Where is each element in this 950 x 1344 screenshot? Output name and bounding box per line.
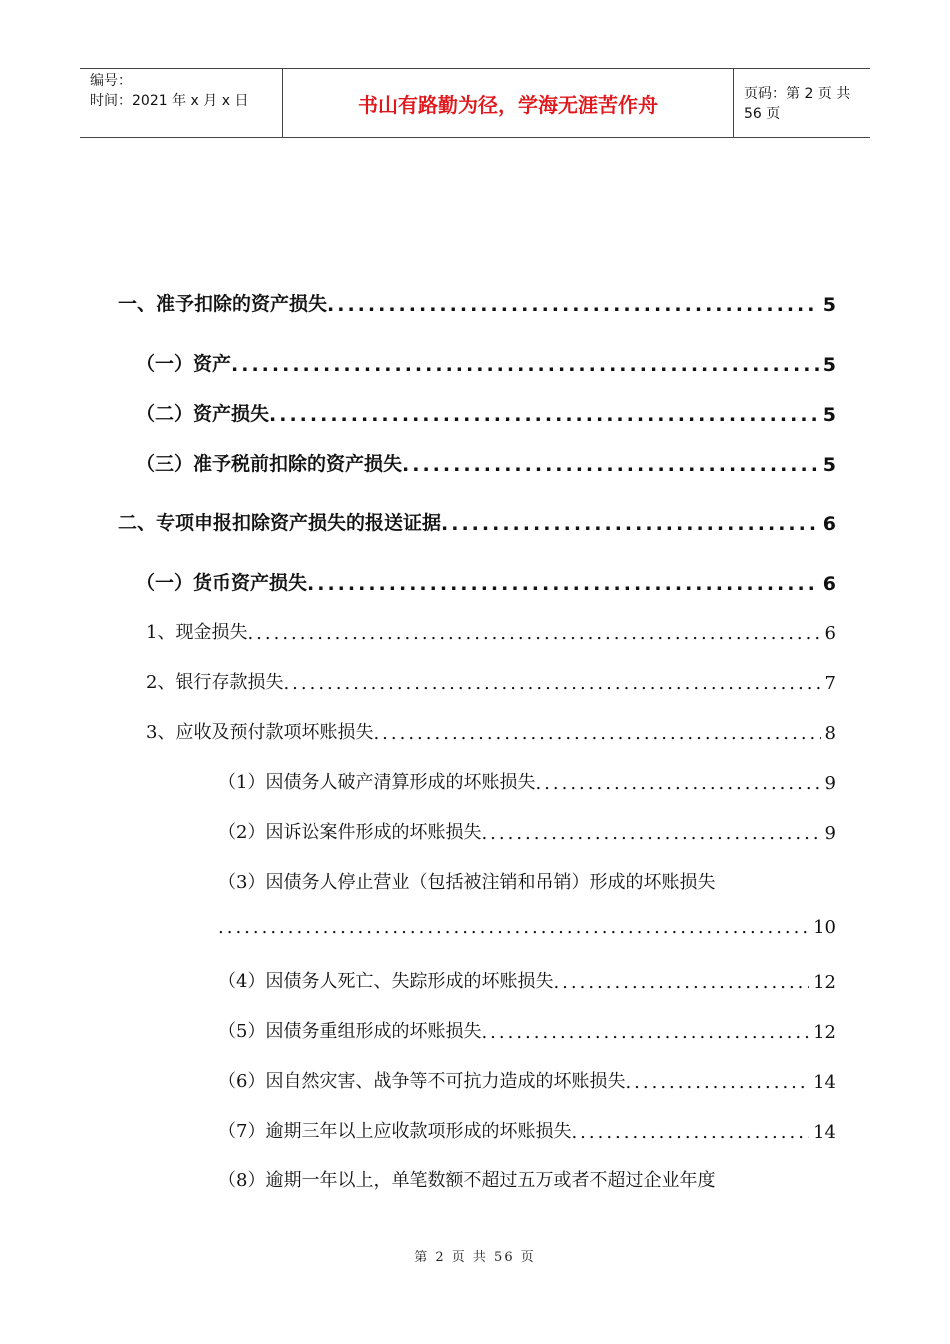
toc-entry-page: 12 <box>813 1022 836 1043</box>
toc-leader-dots <box>571 1122 809 1143</box>
toc-entry-title: 1、现金损失 <box>146 622 248 643</box>
toc-entry[interactable] <box>218 1017 836 1043</box>
toc-entry-page: 5 <box>822 404 836 426</box>
toc-entry[interactable] <box>136 399 836 426</box>
toc-entry-title-wrapped[interactable]: （8）逾期一年以上，单笔数额不超过五万或者不超过企业年度 <box>218 1170 716 1191</box>
document-date: 时间：2021 年 x 月 x 日 <box>90 93 249 109</box>
header-meta <box>80 69 282 137</box>
toc-leader-dots <box>307 573 819 595</box>
toc-entry-title: （二）资产损失 <box>136 403 270 425</box>
toc-leader-dots <box>231 354 819 376</box>
toc-entry-page: 6 <box>822 513 836 535</box>
toc-entry-title-wrapped[interactable]: （3）因债务人停止营业（包括被注销和吊销）形成的坏账损失 <box>218 872 716 893</box>
toc-entry-title: 二、专项申报扣除资产损失的报送证据 <box>118 512 442 534</box>
toc-entry-page: 7 <box>824 673 836 694</box>
toc-entry-page: 9 <box>824 773 836 794</box>
toc-entry-title: 2、银行存款损失 <box>146 672 284 693</box>
toc-entry[interactable] <box>218 818 836 844</box>
toc-entry[interactable] <box>218 1067 836 1093</box>
toc-entry[interactable] <box>146 718 836 744</box>
toc-entry-page: 9 <box>824 823 836 844</box>
document-number-label: 编号： <box>90 73 132 89</box>
toc-entry-page: 12 <box>813 972 836 993</box>
toc-leader-dots <box>283 673 820 694</box>
toc-entry-page: 10 <box>813 917 836 938</box>
toc-entry[interactable] <box>218 768 836 794</box>
toc-leader-dots <box>247 623 820 644</box>
toc-leader-dots <box>481 823 820 844</box>
toc-leader-dots <box>402 454 819 476</box>
toc-entry[interactable] <box>146 668 836 694</box>
toc-entry-page: 5 <box>822 354 836 376</box>
toc-entry[interactable] <box>218 967 836 993</box>
toc-entry-continuation[interactable] <box>218 917 836 938</box>
toc-entry-title: 一、准予扣除的资产损失 <box>118 293 328 315</box>
toc-entry[interactable] <box>136 449 836 476</box>
toc-leader-dots <box>373 723 820 744</box>
toc-entry-page: 5 <box>822 294 836 316</box>
toc-entry-page: 5 <box>822 454 836 476</box>
toc-entry-title: （2）因诉讼案件形成的坏账损失 <box>218 822 482 843</box>
toc-leader-dots <box>441 513 819 535</box>
toc-leader-dots <box>327 294 819 316</box>
toc-entry-page: 14 <box>813 1072 836 1093</box>
page-header <box>80 68 870 138</box>
toc-entry-title: （三）准予税前扣除的资产损失 <box>136 453 403 475</box>
toc-entry-title: （一）资产 <box>136 353 232 375</box>
toc-entry[interactable] <box>118 289 836 316</box>
toc-entry[interactable] <box>136 349 836 376</box>
toc-entry-page: 8 <box>824 723 836 744</box>
toc-entry[interactable] <box>136 568 836 595</box>
header-motto: 书山有路勤为径，学海无涯苦作舟 <box>282 69 734 137</box>
toc-entry[interactable] <box>146 618 836 644</box>
toc-entry-title: （一）货币资产损失 <box>136 572 308 594</box>
toc-leader-dots <box>481 1022 809 1043</box>
toc-entry-title: （7）逾期三年以上应收款项形成的坏账损失 <box>218 1121 572 1142</box>
toc-entry-page: 6 <box>824 623 836 644</box>
toc-leader-dots <box>553 972 809 993</box>
toc-entry-title: 3、应收及预付款项坏账损失 <box>146 722 374 743</box>
toc-leader-dots <box>269 404 819 426</box>
toc-entry-title: （1）因债务人破产清算形成的坏账损失 <box>218 772 536 793</box>
toc-entry-title: （6）因自然灾害、战争等不可抗力造成的坏账损失 <box>218 1071 626 1092</box>
toc-entry-title: （5）因债务重组形成的坏账损失 <box>218 1021 482 1042</box>
toc-entry-page: 14 <box>813 1122 836 1143</box>
header-page-info: 页码：第 2 页 共 56 页 <box>744 86 851 122</box>
toc-leader-dots <box>535 773 820 794</box>
toc-entry-title: （4）因债务人死亡、失踪形成的坏账损失 <box>218 971 554 992</box>
toc-entry[interactable] <box>118 508 836 535</box>
toc-entry[interactable] <box>218 1117 836 1143</box>
toc-leader-dots <box>625 1072 809 1093</box>
toc-leader-dots <box>218 917 809 938</box>
toc-entry-page: 6 <box>822 573 836 595</box>
page-footer: 第 2 页 共 56 页 <box>414 1250 536 1265</box>
